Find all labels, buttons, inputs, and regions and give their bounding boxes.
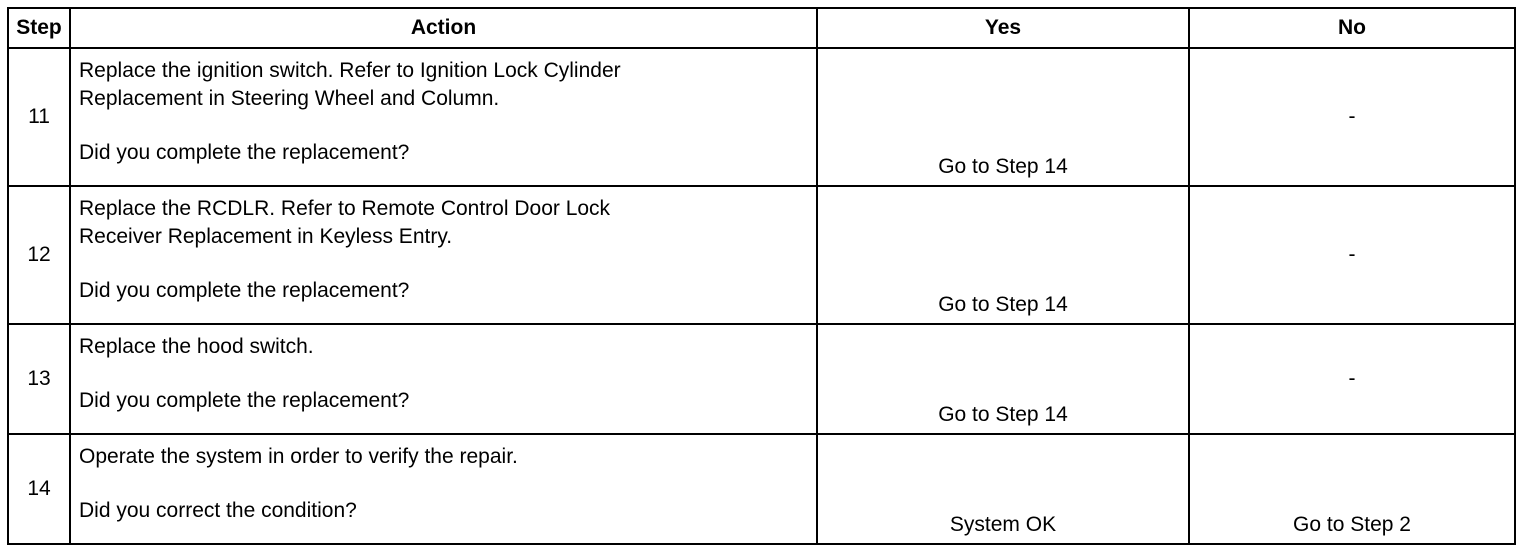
no-result: Go to Step 2 (1189, 434, 1515, 544)
action-text: Replacement in Steering Wheel and Column. (79, 87, 500, 110)
step-number: 12 (8, 186, 70, 324)
action-cell (70, 434, 817, 544)
step-number: 14 (8, 434, 70, 544)
no-result: - (1189, 324, 1515, 434)
table-row (8, 48, 1515, 186)
step-number: 11 (8, 48, 70, 186)
step-number: 13 (8, 324, 70, 434)
table-row (8, 324, 1515, 434)
no-result: - (1189, 48, 1515, 186)
yes-result: Go to Step 14 (817, 324, 1189, 434)
header-action: Action (70, 8, 817, 48)
action-text: Receiver Replacement in Keyless Entry. (79, 225, 453, 248)
action-text: Replace the RCDLR. Refer to Remote Control Door Lock (79, 197, 611, 220)
table-row (8, 434, 1515, 544)
header-row (8, 8, 1515, 48)
action-question: Did you complete the replacement? (79, 141, 410, 164)
action-cell (70, 186, 817, 324)
action-text: Replace the ignition switch. Refer to Ignition Lock Cylinder (79, 59, 621, 82)
action-question: Did you correct the condition? (79, 499, 357, 522)
action-text: Operate the system in order to verify the repair. (79, 445, 518, 468)
action-cell (70, 324, 817, 434)
yes-result: Go to Step 14 (817, 186, 1189, 324)
header-no: No (1189, 8, 1515, 48)
table-row (8, 186, 1515, 324)
header-yes: Yes (817, 8, 1189, 48)
yes-result: System OK (817, 434, 1189, 544)
diagnostic-table (7, 7, 1516, 545)
action-question: Did you complete the replacement? (79, 389, 410, 412)
no-result: - (1189, 186, 1515, 324)
action-cell (70, 48, 817, 186)
header-step: Step (8, 8, 70, 48)
action-question: Did you complete the replacement? (79, 279, 410, 302)
yes-result: Go to Step 14 (817, 48, 1189, 186)
action-text: Replace the hood switch. (79, 335, 314, 358)
